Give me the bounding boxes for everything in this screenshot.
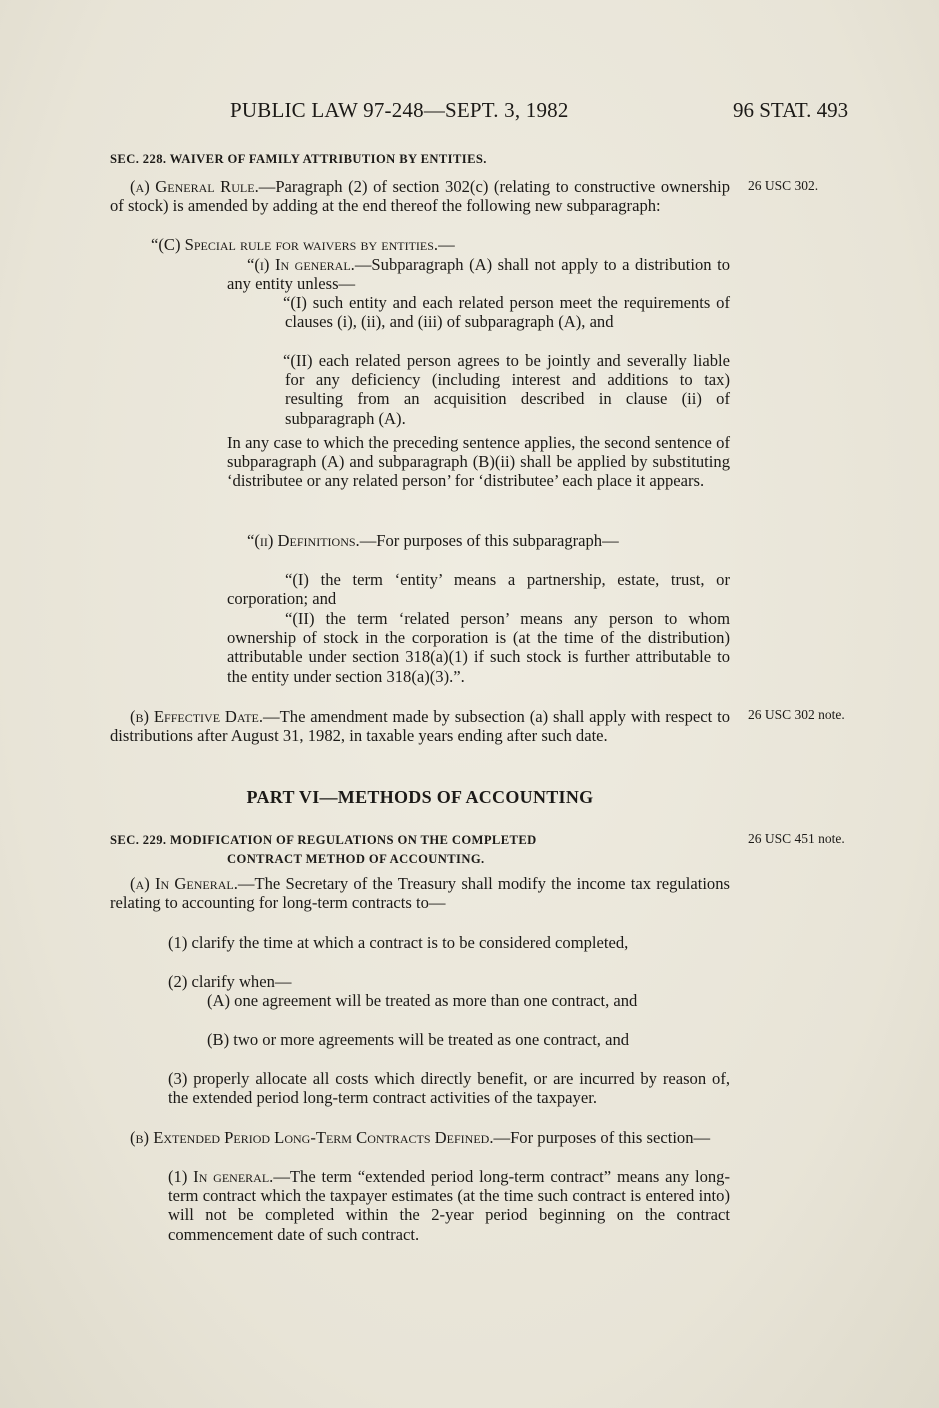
sec228-clause-i-I: “(I) such entity and each related person meet the requirements of clauses (i), (ii), and (iii) of subparagraph (A), and (283, 293, 730, 332)
margin-note-26usc302: 26 USC 302. (748, 178, 819, 193)
sec228-ii-text: —For purposes of this subparagraph— (359, 531, 619, 550)
part-6-heading: PART VI—METHODS OF ACCOUNTING (246, 787, 594, 807)
sec229-b-text: —For purposes of this section— (493, 1128, 711, 1147)
body-column (110, 0, 730, 1408)
sec228-clause-i-II: “(II) each related person agrees to be jointly and severally liable for any deficiency (including interest and additions to tax) resulting from an acquisition described in clause (ii) of subparagraph (A). (283, 351, 730, 428)
sec228-clause-ii-II: “(II) the term ‘related person’ means any person to whom ownership of stock in the corporation is (at the time of the distribution) attributable under section 318(a)(1) if such stock is further attributable to the entity under section 318(a)(3).”. (227, 609, 730, 686)
sec229-para-2-B: (B) two or more agreements will be treated as one contract, and (207, 1030, 630, 1049)
sec228-i-text: —Subparagraph (A) shall not apply to a distribution to any entity unless— (227, 255, 730, 294)
sec229-b-label: (b) Extended Period Long-Term Contracts Defined. (130, 1128, 494, 1147)
sec228-heading: SEC. 228. WAIVER OF FAMILY ATTRIBUTION BY ENTITIES. (110, 152, 487, 166)
sec228-clause-i-tail: In any case to which the preceding sentence applies, the second sentence of subparagraph (A) and subparagraph (B)(ii) shall be applied by substituting ‘distributee or any related person’ for ‘distributee’ each place it appears. (227, 433, 730, 491)
sec228-subpara-c (151, 235, 730, 254)
sec229-b1-label: (1) In general. (168, 1167, 274, 1186)
page-header-title: PUBLIC LAW 97-248—SEPT. 3, 1982 (230, 98, 569, 122)
sec228-i-label: “(i) In general. (247, 255, 355, 274)
sec228-subsection-a (110, 177, 730, 215)
sec228-subsection-b (110, 707, 730, 745)
sec228-c-text: — (438, 235, 455, 254)
sec228-clause-ii (227, 531, 730, 550)
sec229-para-3: (3) properly allocate all costs which directly benefit, or are incurred by reason of, the extended period long-term contract activities of the taxpayer. (168, 1069, 730, 1108)
sec229-b1-text: —The term “extended period long-term contract” means any long-term contract which the taxpayer estimates (at the time such contract is entered into) will not be completed within the 2-year period beginning on the contract commencement date of such contract. (168, 1167, 730, 1244)
sec228-b-label: (b) Effective Date. (130, 707, 264, 726)
sec229-subsection-b (110, 1128, 730, 1147)
sec229-para-b1 (168, 1167, 730, 1244)
sec229-heading-line1: SEC. 229. MODIFICATION OF REGULATIONS ON THE COMPLETED (110, 833, 537, 847)
sec228-clause-i (227, 255, 730, 293)
sec228-ii-label: “(ii) Definitions. (247, 531, 360, 550)
sec228-a-label: (a) General Rule. (130, 177, 259, 196)
sec229-subsection-a (110, 874, 730, 912)
sec229-a-label: (a) In General. (130, 874, 238, 893)
sec228-clause-ii-I: “(I) the term ‘entity’ means a partnership, estate, trust, or corporation; and (227, 570, 730, 609)
sec228-b-text: —The amendment made by subsection (a) shall apply with respect to distributions after August 31, 1982, in taxable years ending after such date. (110, 707, 731, 746)
sec229-a-text: —The Secretary of the Treasury shall modify the income tax regulations relating to accounting for long-term contracts to— (110, 874, 730, 913)
sec229-para-2: (2) clarify when— (168, 972, 292, 991)
sec228-a-text: —Paragraph (2) of section 302(c) (relating to constructive ownership of stock) is amended by adding at the end thereof the following new subparagraph: (110, 177, 730, 216)
sec229-heading-line2: CONTRACT METHOD OF ACCOUNTING. (227, 852, 485, 866)
margin-note-26usc302-note: 26 USC 302 note. (748, 707, 845, 722)
page-header-stat: 96 STAT. 493 (733, 98, 849, 122)
sec228-c-label: “(C) Special rule for waivers by entities. (151, 235, 439, 254)
margin-note-26usc451-note: 26 USC 451 note. (748, 831, 845, 846)
sec229-para-2-A: (A) one agreement will be treated as more than one contract, and (207, 991, 638, 1010)
sec229-para-1: (1) clarify the time at which a contract is to be considered completed, (168, 933, 629, 952)
